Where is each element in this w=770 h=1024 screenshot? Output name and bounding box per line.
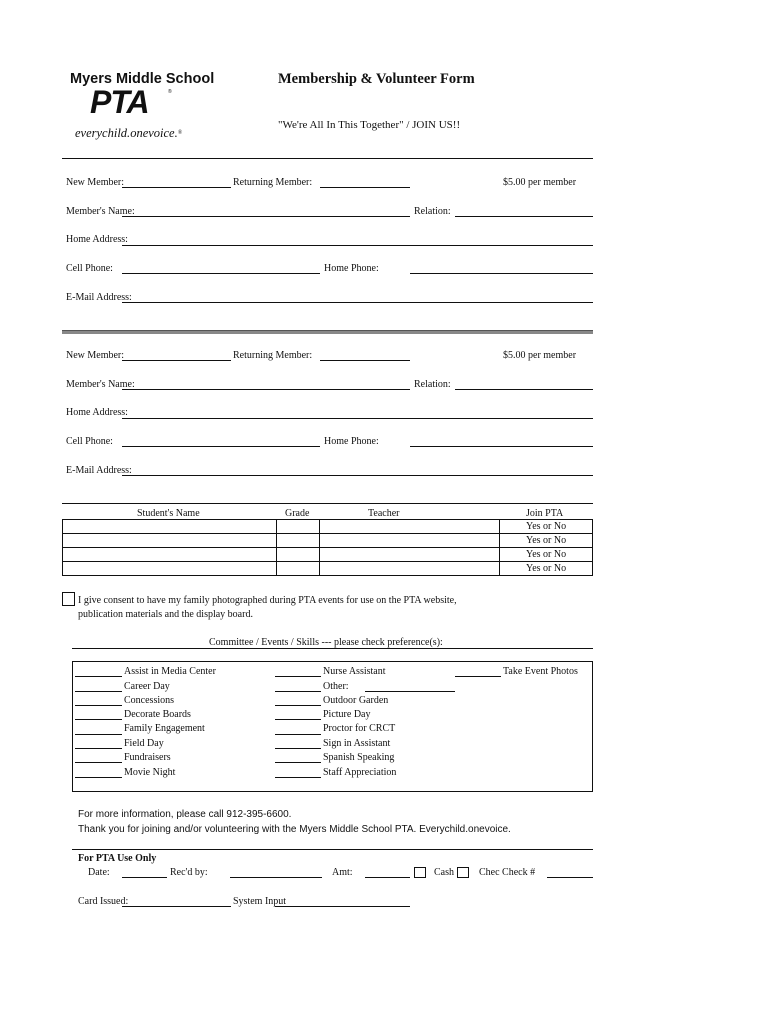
student-name-cell[interactable]: [63, 562, 277, 576]
consent-line-1: I give consent to have my family photographed during PTA events for use on the PTA website,: [78, 595, 457, 606]
form-title: Membership & Volunteer Form: [278, 71, 475, 87]
registered-mark: ®: [168, 89, 172, 95]
preference-blank[interactable]: [275, 719, 321, 720]
cell-phone-label: Cell Phone:: [66, 263, 113, 274]
preference-blank[interactable]: [75, 734, 122, 735]
date-field[interactable]: [122, 877, 167, 878]
amount-checkbox[interactable]: [414, 867, 426, 878]
home-address-label: Home Address:: [66, 407, 128, 418]
email-field[interactable]: [122, 475, 593, 476]
committee-item: Other:: [323, 681, 349, 692]
table-row: [63, 562, 593, 576]
price-text: $5.00 per member: [503, 350, 577, 361]
price-text: $5.00 per member: [503, 177, 577, 188]
card-issued-label: Card Issued:: [78, 896, 129, 907]
committee-item: Movie Night: [124, 767, 176, 778]
info-line-1: For more information, please call 912-395-6600.: [78, 809, 292, 820]
date-label: Date:: [88, 867, 110, 878]
new-member-label: New Member:: [66, 350, 125, 361]
header-join-pta: Join PTA: [526, 508, 564, 519]
member-name-field[interactable]: [122, 216, 410, 217]
slogan: "We're All In This Together" / JOIN US!!: [278, 119, 461, 131]
new-member-label: New Member:: [66, 177, 125, 188]
preference-blank[interactable]: [275, 734, 321, 735]
committee-item: Staff Appreciation: [323, 767, 397, 778]
students-divider: [62, 503, 593, 504]
relation-field[interactable]: [455, 216, 593, 217]
student-name-cell[interactable]: [63, 548, 277, 562]
header-divider: [62, 158, 593, 159]
email-field[interactable]: [122, 302, 593, 303]
other-field[interactable]: [365, 691, 455, 692]
join-pta-cell[interactable]: Yes or No: [500, 520, 593, 534]
preference-blank[interactable]: [275, 705, 321, 706]
relation-field[interactable]: [455, 389, 593, 390]
preference-blank[interactable]: [275, 777, 321, 778]
student-name-cell[interactable]: [63, 520, 277, 534]
consent-line-2: publication materials and the display board.: [78, 609, 253, 620]
committee-divider: [72, 648, 593, 649]
amount-field[interactable]: [365, 877, 410, 878]
preference-blank[interactable]: [275, 691, 321, 692]
info-line-2: Thank you for joining and/or volunteering with the Myers Middle School PTA. Everychild.onevoice.: [78, 824, 511, 835]
new-member-field[interactable]: [122, 187, 231, 188]
header-student-name: Student's Name: [137, 508, 200, 519]
cell-phone-field[interactable]: [122, 446, 320, 447]
teacher-cell[interactable]: [320, 548, 500, 562]
home-phone-label: Home Phone:: [324, 436, 379, 447]
teacher-cell[interactable]: [320, 562, 500, 576]
committee-item: Decorate Boards: [124, 709, 191, 720]
preference-blank[interactable]: [75, 777, 122, 778]
cash-checkbox[interactable]: [457, 867, 469, 878]
section-divider: [62, 330, 593, 334]
preference-blank[interactable]: [75, 762, 122, 763]
committee-item: Outdoor Garden: [323, 695, 389, 706]
committee-item: Concessions: [124, 695, 174, 706]
returning-member-label: Returning Member:: [233, 177, 313, 188]
table-row: [63, 534, 593, 548]
header-grade: Grade: [285, 508, 310, 519]
tagline-one: onevoice.: [130, 126, 178, 140]
school-name: Myers Middle School: [70, 71, 215, 87]
recd-by-label: Rec'd by:: [170, 867, 208, 878]
member-name-label: Member's Name:: [66, 206, 135, 217]
preference-blank[interactable]: [75, 676, 122, 677]
relation-label: Relation:: [414, 206, 451, 217]
table-row: [63, 520, 593, 534]
preference-blank[interactable]: [455, 676, 501, 677]
student-name-cell[interactable]: [63, 534, 277, 548]
pta-logo: [90, 84, 174, 122]
committee-item: Sign in Assistant: [323, 738, 391, 749]
cell-phone-field[interactable]: [122, 273, 320, 274]
office-divider: [72, 849, 593, 850]
card-issued-field[interactable]: [122, 906, 231, 907]
teacher-cell[interactable]: [320, 534, 500, 548]
preference-blank[interactable]: [75, 705, 122, 706]
returning-member-field[interactable]: [320, 187, 410, 188]
header-teacher: Teacher: [368, 508, 400, 519]
check-number-field[interactable]: [547, 877, 593, 878]
returning-member-label: Returning Member:: [233, 350, 313, 361]
table-row: [63, 548, 593, 562]
email-label: E-Mail Address:: [66, 465, 132, 476]
committee-item: Field Day: [124, 738, 164, 749]
returning-member-field[interactable]: [320, 360, 410, 361]
committee-item: Proctor for CRCT: [323, 723, 396, 734]
committee-item: Fundraisers: [124, 752, 171, 763]
committee-item: Nurse Assistant: [323, 666, 386, 677]
home-address-field[interactable]: [122, 245, 593, 246]
home-address-label: Home Address:: [66, 234, 128, 245]
committee-item: Spanish Speaking: [323, 752, 395, 763]
consent-checkbox[interactable]: [62, 592, 75, 606]
home-phone-field[interactable]: [410, 273, 593, 274]
grade-cell[interactable]: [276, 520, 320, 534]
pta-logo-text: PTA: [90, 84, 149, 120]
join-pta-cell[interactable]: Yes or No: [500, 534, 593, 548]
tagline-reg: ®: [177, 130, 183, 136]
relation-label: Relation:: [414, 379, 451, 390]
home-phone-label: Home Phone:: [324, 263, 379, 274]
member-name-label: Member's Name:: [66, 379, 135, 390]
committee-heading: Committee / Events / Skills --- please check preference(s):: [209, 637, 443, 648]
office-heading: For PTA Use Only: [78, 853, 157, 864]
system-input-field[interactable]: [275, 906, 410, 907]
grade-cell[interactable]: [276, 562, 320, 576]
logo-tagline: [75, 126, 182, 140]
member-name-field[interactable]: [122, 389, 410, 390]
preference-blank[interactable]: [75, 691, 122, 692]
grade-cell[interactable]: [276, 548, 320, 562]
preference-blank[interactable]: [75, 719, 122, 720]
email-label: E-Mail Address:: [66, 292, 132, 303]
cell-phone-label: Cell Phone:: [66, 436, 113, 447]
system-input-label: System Input: [233, 896, 287, 907]
recd-by-field[interactable]: [230, 877, 322, 878]
preference-blank[interactable]: [275, 676, 321, 677]
committee-item: Career Day: [124, 681, 170, 692]
committee-item: Assist in Media Center: [124, 666, 216, 677]
check-label: Chec Check #: [479, 867, 536, 878]
amount-label: Amt:: [332, 867, 353, 878]
committee-item: Take Event Photos: [503, 666, 578, 677]
preference-blank[interactable]: [275, 762, 321, 763]
home-address-field[interactable]: [122, 418, 593, 419]
join-pta-cell[interactable]: Yes or No: [500, 548, 593, 562]
preference-blank[interactable]: [275, 748, 321, 749]
committee-item: Picture Day: [323, 709, 371, 720]
committee-item: Family Engagement: [124, 723, 205, 734]
new-member-field[interactable]: [122, 360, 231, 361]
grade-cell[interactable]: [276, 534, 320, 548]
home-phone-field[interactable]: [410, 446, 593, 447]
cash-label: Cash: [434, 867, 454, 878]
tagline-every: everychild.: [75, 126, 131, 140]
students-table: [62, 519, 593, 576]
join-pta-cell[interactable]: Yes or No: [500, 562, 593, 576]
teacher-cell[interactable]: [320, 520, 500, 534]
preference-blank[interactable]: [75, 748, 122, 749]
